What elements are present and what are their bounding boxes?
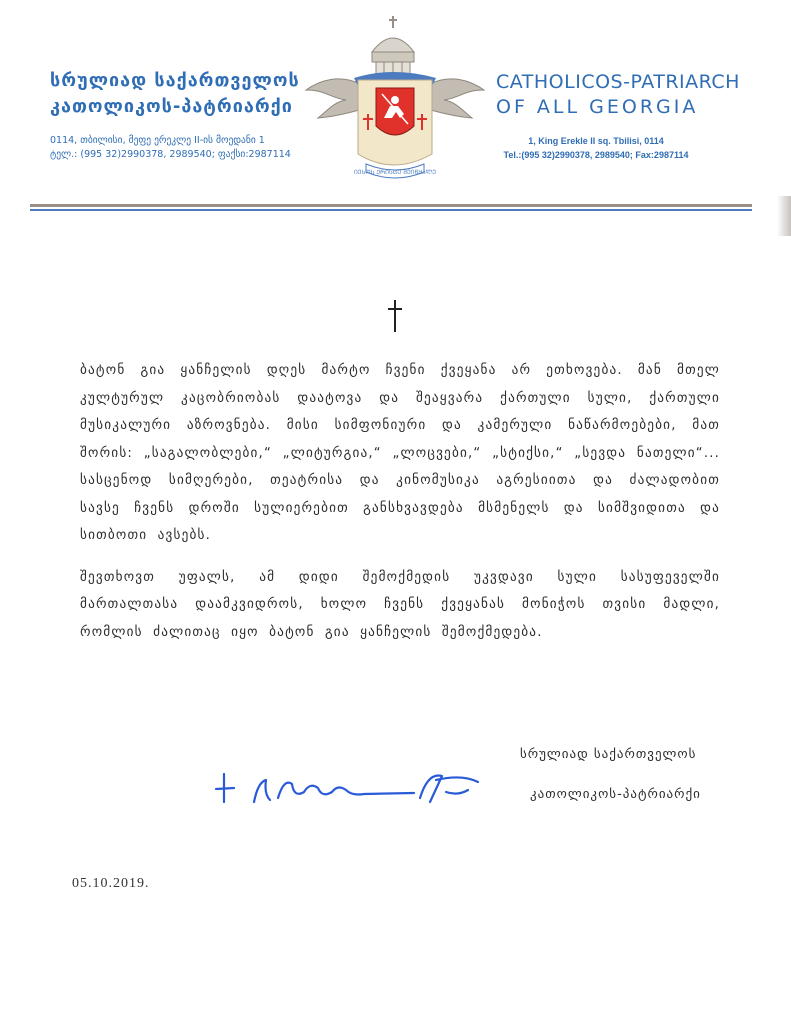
org-name-georgian-line2: კათოლიკოს-პატრიარქი bbox=[50, 96, 293, 117]
letterhead-divider-gray bbox=[30, 204, 752, 207]
letter-body bbox=[80, 357, 720, 646]
address-georgian: 0114, თბილისი, მეფე ერეკლე II-ის მოედანი 1 bbox=[50, 135, 265, 146]
org-name-georgian-line1: სრულიად საქართველოს bbox=[50, 70, 300, 91]
phone-georgian: ტელ.: (995 32)2990378, 2989540; ფაქსი:2987114 bbox=[50, 149, 291, 160]
patriarchal-coat-of-arms-icon bbox=[300, 14, 490, 194]
org-name-english-line2: OF ALL GEORGIA bbox=[496, 96, 699, 118]
emblem-motto: ᲘᲔᲡᲝᲡ ᲥᲠᲘᲡᲢᲔ ᲨᲔᲘᲬᲧᲐᲚᲔ bbox=[353, 169, 437, 176]
letterhead-divider-blue bbox=[30, 209, 752, 211]
letterhead-english bbox=[496, 70, 746, 162]
signatory-title bbox=[520, 745, 740, 805]
scan-edge-mark bbox=[777, 196, 791, 236]
orthodox-cross-icon bbox=[385, 298, 405, 334]
signatory-title-line1: სრულიად საქართველოს bbox=[520, 747, 697, 762]
letter-paragraph-1: ბატონ გია ყანჩელის დღეს მარტო ჩვენი ქვეყანა არ ეთხოვება. მან მთელ კულტურულ კაცობრიობას დაატოვა და შეაყვარა ქართული სული, ქართული მუსიკალური აზროვნება. მისი სიმფონიური და კამერული ნაწარმოებები, მათ შორის: „საგალობლები,“ „ლიტურგია,“ „ლოცვები,“ „სტიქსი,“ „სევდა ნათელი“... სასცენოდ სიმღერები, თეატრისა და კინომუსიკა აგრესიითა და ძალადობით სავსე ჩვენს დროში სულიერებით განსხვავდება მსმენელს და სიმშვიდითა და სითბოთი ავსებს. bbox=[80, 363, 720, 543]
org-name-english-line1: CATHOLICOS-PATRIARCH bbox=[496, 71, 740, 93]
letterhead-georgian bbox=[50, 68, 310, 162]
phone-english: Tel.:(995 32)2990378, 2989540; Fax:2987114 bbox=[503, 150, 689, 160]
letter-paragraph-2: შევთხოვთ უფალს, ამ დიდი შემოქმედის უკვდავი სული სასუფეველში მართალთასა დაამკვიდროს, ხოლო ჩვენს ქვეყანას მონიჭოს თვისი მადლი, რომლის ძალითაც იყო ბატონ გია ყანჩელის შემოქმედება. bbox=[80, 569, 720, 640]
signatory-title-line2: კათოლიკოს-პატრიარქი bbox=[530, 787, 701, 802]
handwritten-signature-icon bbox=[214, 762, 484, 812]
address-english: 1, King Erekle II sq. Tbilisi, 0114 bbox=[528, 136, 664, 146]
letter-date: 05.10.2019. bbox=[72, 876, 150, 891]
